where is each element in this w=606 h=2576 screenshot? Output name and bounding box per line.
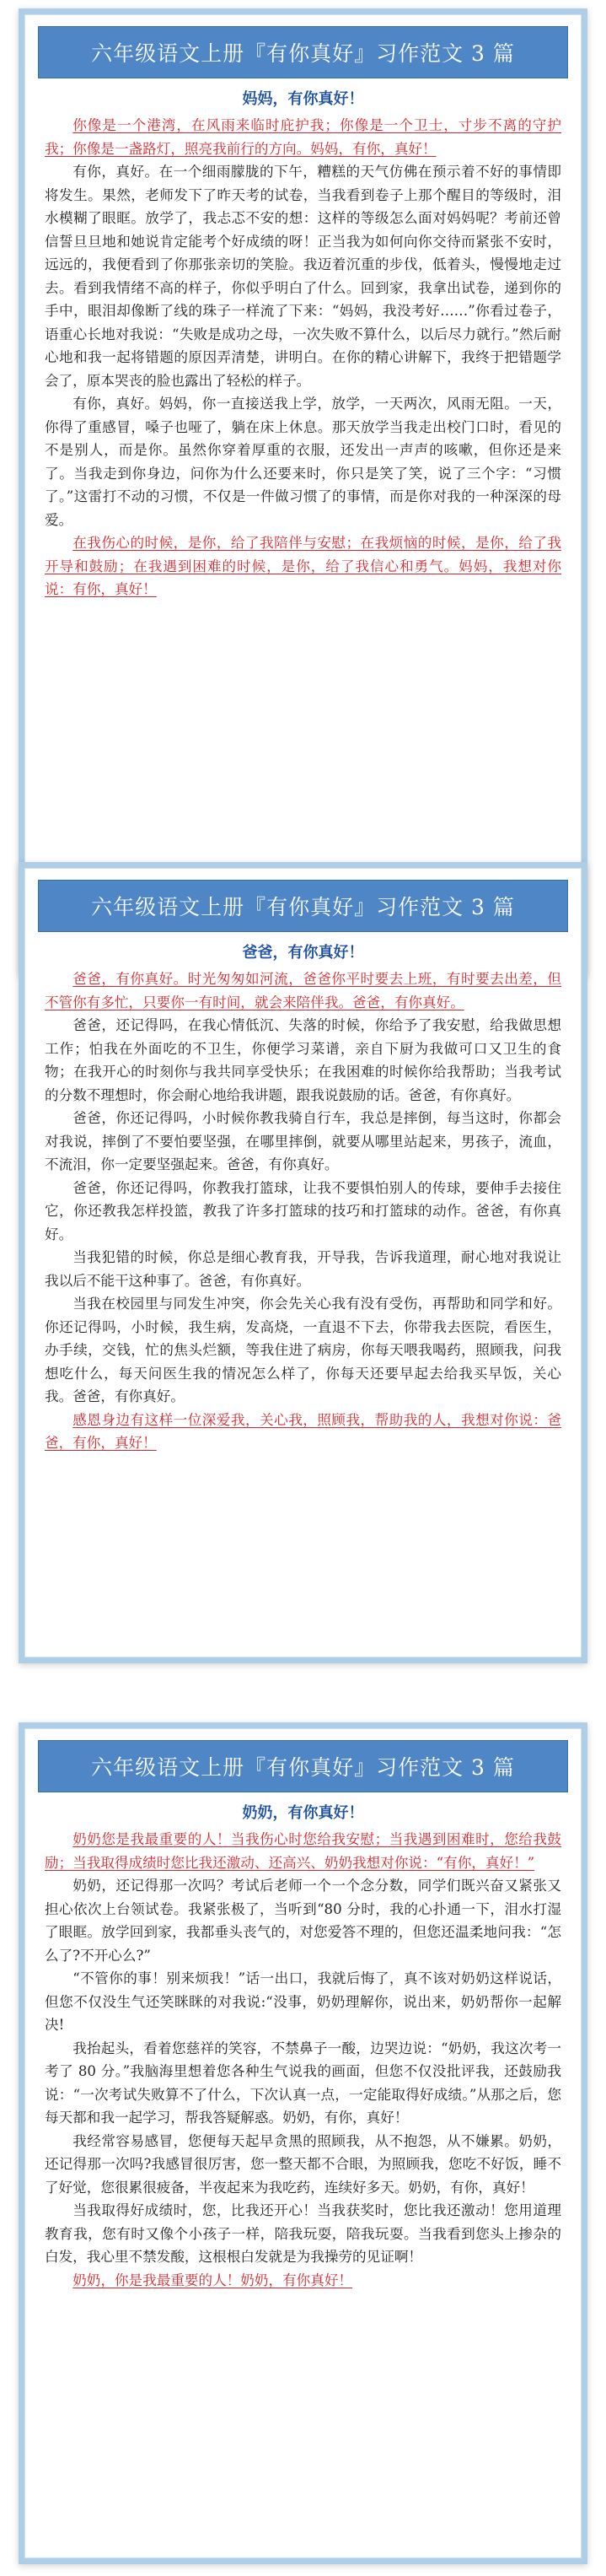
paragraph: 爸爸，你还记得吗，你教我打篮球，让我不要惧怕别人的传球，要伸手去接住它，你还教我怎样投篮，教我了许多打篮球的技巧和打篮球的动作。爸爸，有你真好。 bbox=[45, 1179, 561, 1242]
paragraph: 当我取得好成绩时，您，比我还开心！当我获奖时，您比我还激动！您用道理教育我，您有时又像个小孩子一样，陪我玩耍，陪我玩耍。当我看到您头上掺杂的白发，我心里不禁发酸，这根根白发就是为我操劳的见证啊！ bbox=[45, 2202, 561, 2265]
essay-title: 妈妈，有你真好！ bbox=[242, 90, 364, 108]
essay-card-mother bbox=[19, 8, 587, 976]
essay-title: 爸爸，有你真好！ bbox=[242, 944, 364, 962]
paragraph: “不管你的事！别来烦我！”话一出口，我就后悔了，真不该对奶奶这样说话，但您不仅没生气还笑眯眯的对我说:“没事，奶奶理解你，说出来，奶奶帮你一起解决! bbox=[45, 1970, 561, 2033]
paragraph: 有你，真好。在一个细雨朦胧的下午，糟糕的天气仿佛在预示着不好的事情即将发生。果然，老师发下了昨天考的试卷，当我看到卷子上那个醒目的等级时，泪水模糊了眼眶。放学了，我忐忑不安的想：这样的等级怎么面对妈妈呢？考前还曾信誓旦旦地和她说肯定能考个好成绩的呀！正当我为如何向你交待而紧张不安时，远远的，我便看到了你那张亲切的笑脸。我迈着沉重的步伐，低着头，慢慢地走过去。看到我情绪不高的样子，你似乎明白了什么。回到家，我拿出试卷，递到你的手中，眼泪却像断了线的珠子一样流了下来：“妈妈，我没考好……”你看过卷子，语重心长地对我说：“失败是成功之母，一次失败不算什么，以后尽力就行。”然后耐心地和我一起将错题的原因弄清楚，讲明白。在你的精心讲解下，我终于把错题学会了，原本哭丧的脸也露出了轻松的样子。 bbox=[45, 164, 561, 389]
card-banner: 六年级语文上册『有你真好』习作范文 3 篇 bbox=[38, 26, 568, 78]
paragraph: 我抬起头，看着您慈祥的笑容，不禁鼻子一酸，边哭边说：“奶奶，我这次考一考了 80 分。”我脑海里想着您各种生气说我的画面，但您不仅没批评我，还鼓励我说：“一次考试失败算不了什么，下次认真一点，一定能取得好成绩。”从那之后，您每天都和我一起学习，帮我答疑解惑。奶奶，有你，真好！ bbox=[45, 2040, 561, 2126]
paragraph: 奶奶，还记得那一次吗？考试后老师一个一个念分数，同学们既兴奋又紧张又担心依次上台领试卷。我紧张极了，当听到“80 分时，我的心扑通一下，泪水打湿了眼眶。放学回到家，我都垂头丧气的，对您爱答不理的，但您还温柔地问我：“怎么了?不开心么?” bbox=[45, 1878, 561, 1964]
highlight-intro: 奶奶您是我最重要的人！当我伤心时您给我安慰；当我遇到困难时，您给我鼓励；当我取得成绩时您比我还激动、还高兴、奶奶我想对你说：“有你，真好！” bbox=[45, 1831, 561, 1871]
paragraph: 有你，真好。妈妈，你一直接送我上学，放学，一天两次，风雨无阻。一天，你得了重感冒，嗓子也哑了，躺在床上休息。那天放学当我走出校门口时，看见的不是别人，而是你。虽然你穿着厚重的衣服，还发出一声声的咳嗽，但你还是来了。当我走到你身边，问你为什么还要来时，你只是笑了笑，说了三个字：“习惯了。”这雷打不动的习惯，不仅是一件做习惯了的事情，而是你对我的一种深深的母爱。 bbox=[45, 396, 561, 528]
essay-card-father bbox=[19, 862, 587, 1663]
essay-title: 奶奶，有你真好！ bbox=[242, 1804, 364, 1822]
highlight-intro: 你像是一个港湾，在风雨来临时庇护我；你像是一个卫士，寸步不离的守护我；你像是一盏路灯，照亮我前行的方向。妈妈，有你，真好！ bbox=[45, 117, 561, 157]
paragraph: 爸爸，你还记得吗，小时候你教我骑自行车，我总是摔倒，每当这时，你都会对我说，摔倒了不要怕要坚强，在哪里摔倒，就要从哪里站起来，男孩子，流血，不流泪，你一定要坚强起来。爸爸，有你真好。 bbox=[45, 1110, 561, 1172]
highlight-intro: 爸爸，有你真好。时光匆匆如河流，爸爸你平时要去上班，有时要去出差，但不管你有多忙，只要你一有时间，就会来陪伴我。爸爸，有你真好。 bbox=[45, 971, 561, 1010]
essay-card-grandmother bbox=[19, 1722, 587, 2564]
highlight-outro: 感恩身边有这样一位深爱我，关心我，照顾我，帮助我的人，我想对你说：爸爸，有你，真好！ bbox=[45, 1411, 561, 1451]
paragraph: 爸爸，还记得吗，在我心情低沉、失落的时候，你给予了我安慰，给我做思想工作；怕我在外面吃的不卫生，你便学习菜谱，亲自下厨为我做可口又卫生的食物；在我开心的时刻你与我共同享受快乐；在我困难的时候你给我帮助；当我考试的分数不理想时，你会耐心地给我讲题，跟我说鼓励的话。爸爸，有你真好。 bbox=[45, 1017, 561, 1103]
paragraph: 当我犯错的时候，你总是细心教育我，开导我，告诉我道理，耐心地对我说让我以后不能干这种事了。爸爸，有你真好。 bbox=[45, 1249, 561, 1289]
highlight-outro: 奶奶，你是我最重要的人！奶奶，有你真好！ bbox=[72, 2272, 353, 2288]
card-banner: 六年级语文上册『有你真好』习作范文 3 篇 bbox=[38, 1740, 568, 1792]
card-banner: 六年级语文上册『有你真好』习作范文 3 篇 bbox=[38, 880, 568, 932]
highlight-outro: 在我伤心的时候，是你，给了我陪伴与安慰；在我烦恼的时候，是你，给了我开导和鼓励；在我遇到困难的时候，是你，给了我信心和勇气。妈妈，我想对你说：有你，真好！ bbox=[45, 535, 561, 597]
paragraph: 我经常容易感冒，您便每天起早贪黑的照顾我，从不抱怨，从不嫌累。奶奶，还记得那一次吗?我感冒很厉害，您一整天都不合眼，为照顾我，您吃不好饭，睡不了好觉，您很累很疲备，半夜起来为我吃药，连续好多天。奶奶，有你，真好！ bbox=[45, 2132, 561, 2196]
paragraph: 当我在校园里与同发生冲突，你会先关心我有没有受伤，再帮助和同学和好。你还记得吗，小时候，我生病，发高烧，一直退不下去，你带我去医院，看医生，办手续，交钱，忙的焦头烂额，等我住进了病房，你每天喂我喝药，照顾我，问我想吃什么，每天问医生我的情况怎么样了，你每天还要早起去给我买早饭，关心我。爸爸，有你真好。 bbox=[45, 1296, 561, 1404]
